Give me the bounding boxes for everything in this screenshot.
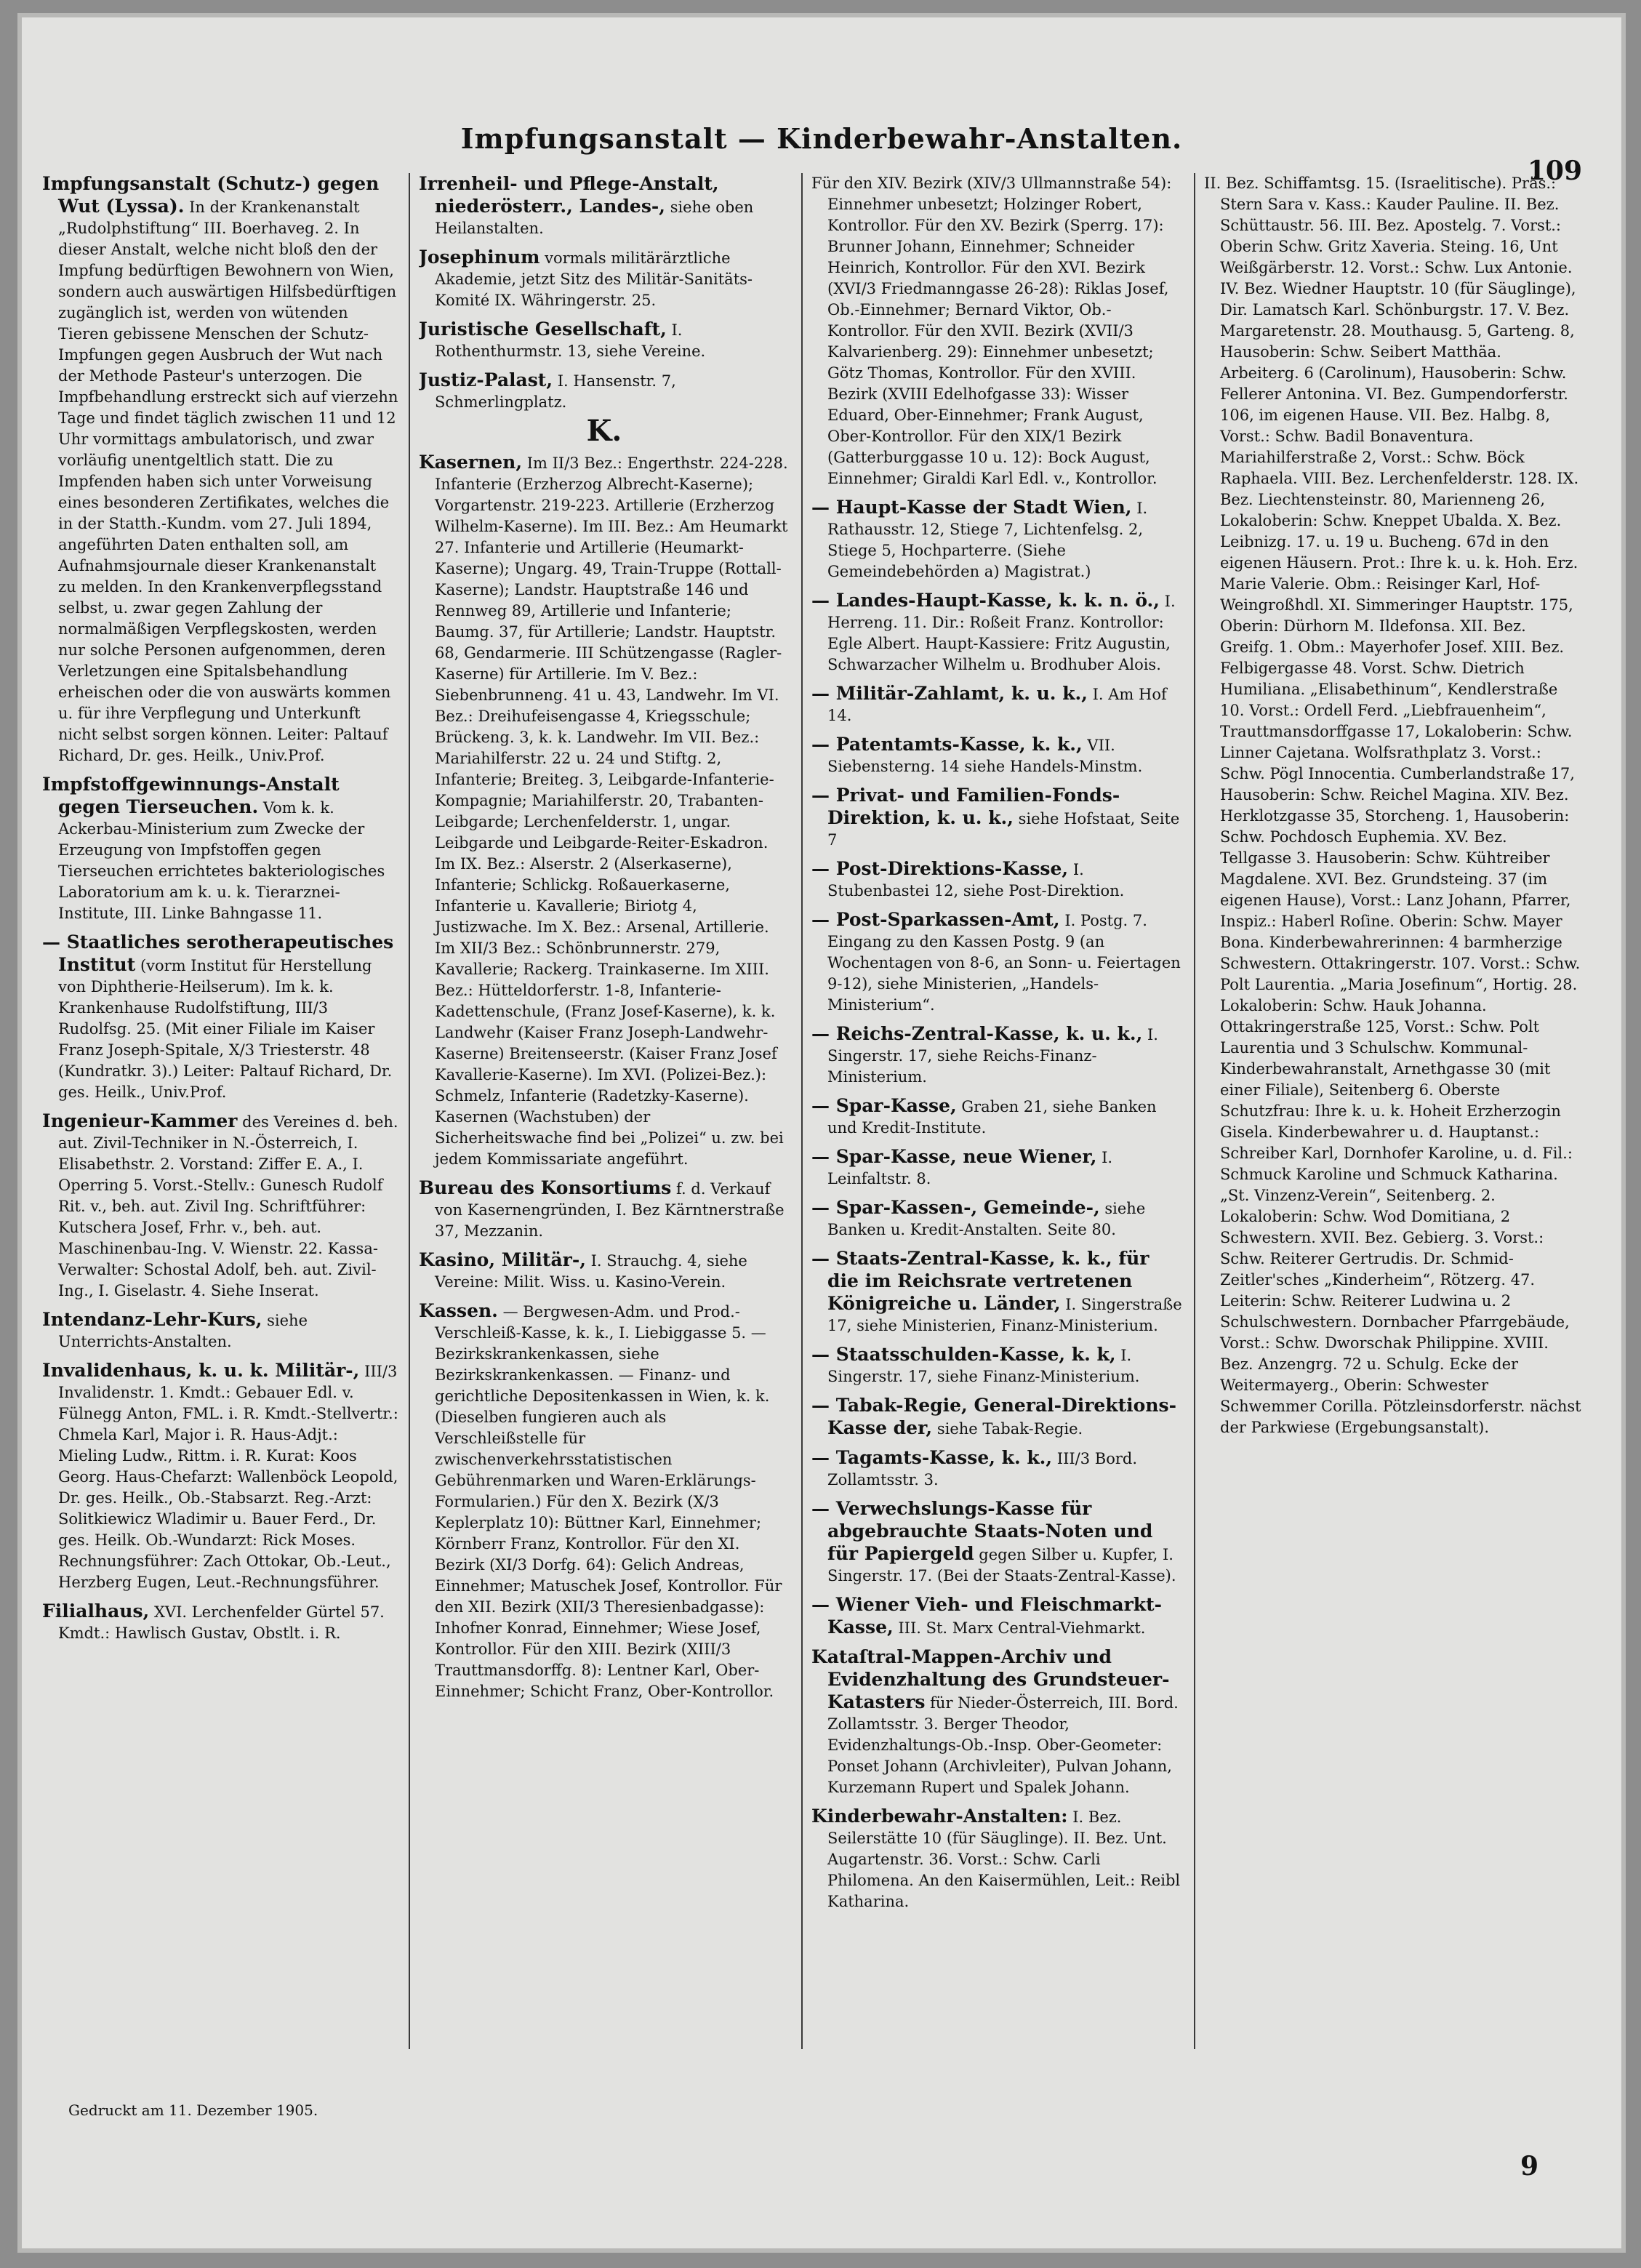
entry-heading: — Militär-Zahlamt, k. u. k., — [811, 683, 1088, 704]
entry-heading: — Tagamts-Kasse, k. k., — [811, 1447, 1053, 1468]
entry-heading: Intendanz-Lehr-Kurs, — [42, 1309, 262, 1330]
column-rule — [801, 173, 803, 2049]
directory-entry — [811, 1395, 1182, 1440]
entry-body: I. Singerstr. 17, siehe Reichs-Finanz-Ministerium. — [827, 1026, 1158, 1086]
entry-heading: Impfstoffgewinnungs-Anstalt gegen Tierseuchen. — [42, 774, 340, 817]
directory-entry — [811, 734, 1182, 777]
directory-entry — [1204, 173, 1582, 1438]
entry-heading: Bureau des Konsortiums — [419, 1177, 672, 1198]
directory-entry — [419, 1300, 790, 1702]
entry-heading: Kasernen, — [419, 452, 523, 473]
entry-body: I. Herreng. 11. Dir.: Roßeit Franz. Kontrollor: Egle Albert. Haupt-Kassiere: Fritz Augustin, Schwarzacher Wilhelm u. Brodhuber Alois. — [827, 593, 1176, 673]
entry-heading: — Patentamts-Kasse, k. k., — [811, 734, 1083, 755]
entry-heading: Kasino, Militär-, — [419, 1249, 586, 1270]
entry-heading: — Post-Sparkassen-Amt, — [811, 909, 1060, 930]
entry-heading: Kataſtral-Mappen-Archiv und Evidenzhaltung des Grundsteuer-Katasters — [811, 1646, 1170, 1712]
entry-heading: — Landes-Haupt-Kasse, k. k. n. ö., — [811, 590, 1160, 611]
entry-body: (vorm Institut für Herstellung von Diphtherie-Heilserum). Im k. k. Krankenhause Rudolfstiftung, III/3 Rudolfsg. 25. (Mit einer Filiale im Kaiser Franz Joseph-Spitale, X/3 Triesterstr. 48 (Kundratkr. 3).) Leiter: Paltauf Richard, Dr. ges. Heilk., Univ.Prof. — [58, 957, 393, 1101]
entry-body: I. Hansenstr. 7, Schmerlingplatz. — [435, 372, 676, 411]
directory-entry — [811, 1146, 1182, 1190]
entry-body: Im II/3 Bez.: Engerthstr. 224-228. Infanterie (Erzherzog Albrecht-Kaserne); Vorgartenstr. 219-223. Artillerie (Erzherzog Wilhelm-Kaserne). Im III. Bez.: Am Heumarkt 27. Infanterie und Artillerie (Heumarkt-Kaserne); Ungarg. 49, Train-Truppe (Rottall-Kaserne); Landstr. Hauptstraße 146 und Rennweg 89, Artillerie und Infanterie; Baumg. 37, für Artillerie; Landstr. Hauptstr. 68, Gendarmerie. III Schützengasse (Ragler-Kaserne) für Artillerie. Im V. Bez.: Siebenbrunneng. 41 u. 43, Landwehr. Im VI. Bez.: Dreihufeisengasse 4, Kriegsschule; Brückeng. 3, k. k. Landwehr. Im VII. Bez.: Mariahilferstr. 22 u. 24 und Stiftg. 2, Infanterie; Breiteg. 3, Leibgarde-Infanterie-Kompagnie; Mariahilferstr. 20, Trabanten-Leibgarde; Lerchenfelderstr. 1, ungar. Leibgarde und Leibgarde-Reiter-Eskadron. Im IX. Bez.: Alserstr. 2 (Alserkaserne), Infanterie; Schlickg. Roßauerkaserne, Infanterie u. Kavallerie; Biriotg 4, Justizwache. Im X. Bez.: Arsenal, Artillerie. Im XII/3 Bez.: Schönbrunnerstr. 279, Kavallerie; Rackerg. Trainkaserne. Im XIII. Bez.: Hütteldorferstr. 1-8, Infanterie-Kadettenschule, (Franz Josef-Kaserne), k. k. Landwehr (Kaiser Franz Joseph-Landwehr-Kaserne) Breitenseerstr. (Kaiser Franz Josef Kavallerie-Kaserne). Im XVI. (Polizei-Bez.): Schmelz, Infanterie (Radetzky-Kaserne). Kasernen (Wachstuben) der Sicherheitswache find bei „Polizei“ u. zw. bei jedem Kommissariate angeführt. — [435, 454, 788, 1168]
directory-entry — [811, 497, 1182, 582]
directory-entry — [811, 683, 1182, 726]
entry-body: I. Stubenbastei 12, siehe Post-Direktion. — [827, 861, 1125, 899]
entry-body: I. Bez. Seilerstätte 10 (für Säuglinge). II. Bez. Unt. Augartenstr. 36. Vorst.: Schw. Carli Philomena. An den Kaisermühlen, Leit.: Reibl Katharina. — [827, 1808, 1181, 1910]
entry-body: für Nieder-Österreich, III. Bord. Zollamtsstr. 3. Berger Theodor, Evidenzhaltungs-Ob.-Insp. Ober-Geometer: Ponset Johann (Archivleiter), Pulvan Johann, Kurzemann Rupert und Spalek Johann. — [827, 1694, 1179, 1796]
entry-body: I. Leinfaltstr. 8. — [827, 1149, 1113, 1187]
column-3 — [811, 173, 1182, 2064]
directory-entry — [42, 1110, 398, 1302]
directory-entry — [419, 369, 790, 413]
entry-heading: — Tabak-Regie, General-Direktions-Kasse der, — [811, 1395, 1176, 1438]
entry-body: I. Singerstr. 17, siehe Finanz-Ministerium. — [827, 1347, 1140, 1385]
directory-entry — [811, 1498, 1182, 1587]
entry-heading: — Verwechslungs-Kasse für abgebrauchte Staats-Noten und für Papiergeld — [811, 1498, 1153, 1564]
entry-heading: — Staats-Zentral-Kasse, k. k., für die im Reichsrate vertretenen Königreiche u. Länder, — [811, 1248, 1149, 1314]
page-number: 109 — [1527, 156, 1582, 186]
entry-heading: — Spar-Kassen-, Gemeinde-, — [811, 1197, 1100, 1218]
entry-heading: Ingenieur-Kammer — [42, 1110, 238, 1131]
entry-body: VII. Siebensterng. 14 siehe Handels-Minstm. — [827, 737, 1143, 775]
entry-body: III/3 Invalidenstr. 1. Kmdt.: Gebauer Edl. v. Fülnegg Anton, FML. i. R. Kmdt.-Stellvertr.: Chmela Karl, Major i. R. Haus-Adjt.: Mieling Ludw., Rittm. i. R. Kurat: Koos Georg. Haus-Chefarzt: Wallenböck Leopold, Dr. ges. Heilk., Ob.-Stabsarzt. Reg.-Arzt: Solitkiewicz Wladimir u. Bauer Ferd., Dr. ges. Heilk. Ob.-Wundarzt: Rick Moses. Rechnungsführer: Zach Ottokar, Ob.-Leut., Herzberg Eugen, Leut.-Rechnungsführer. — [58, 1363, 398, 1591]
directory-entry — [42, 774, 398, 924]
entry-body: I. Am Hof 14. — [827, 686, 1167, 724]
directory-entry — [811, 858, 1182, 902]
entry-heading: Juristische Gesellschaft, — [419, 318, 667, 340]
directory-entry — [811, 1447, 1182, 1491]
entry-heading: Invalidenhaus, k. u. k. Militär-, — [42, 1360, 360, 1381]
entry-body: f. d. Verkauf von Kasernengründen, I. Bez Kärntnerstraße 37, Mezzanin. — [435, 1180, 785, 1240]
directory-entry — [811, 909, 1182, 1016]
entry-body: I. Postg. 7. Eingang zu den Kassen Postg. 9 (an Wochentagen von 8-6, an Sonn- u. Feiertagen 9-12), siehe Ministerien, „Handels-Ministerium“. — [827, 912, 1181, 1014]
entry-heading: Kinderbewahr-Anstalten: — [811, 1806, 1068, 1827]
column-1 — [42, 173, 398, 2064]
directory-entry — [811, 1646, 1182, 1798]
directory-entry — [811, 1248, 1182, 1337]
entry-body: des Vereines d. beh. aut. Zivil-Techniker in N.-Österreich, I. Elisabethstr. 2. Vorstand: Ziffer E. A., I. Operring 5. Vorst.-Stellv.: Gunesch Rudolf Rit. v., beh. aut. Zivil Ing. Schriftführer: Kutschera Josef, Frhr. v., beh. aut. Maschinenbau-Ing. V. Wienstr. 22. Kassa-Verwalter: Schostal Adolf, beh. aut. Zivil-Ing., I. Giselastr. 4. Siehe Inserat. — [58, 1113, 398, 1299]
section-letter: K. — [586, 414, 622, 448]
directory-entry — [419, 318, 790, 362]
entry-body: II. Bez. Schiffamtsg. 15. (Israelitische). Präs.: Stern Sara v. Kass.: Kauder Pauline. II. Bez. Schüttaustr. 56. III. Bez. Apostelg. 7. Vorst.: Oberin Schw. Gritz Xaveria. Steing. 16, Unt Weißgärberstr. 12. Vorst.: Schw. Lux Antonie. IV. Bez. Wiedner Hauptstr. 10 (für Säuglinge), Dir. Lamatsch Karl. Schönburgstr. 17. V. Bez. Margaretenstr. 28. Mouthausg. 5, Garteng. 8, Hausoberin: Schw. Seibert Matthäa. Arbeiterg. 6 (Carolinum), Hausoberin: Schw. Fellerer Antonina. VI. Bez. Gumpendorferstr. 106, im eigenen Hause. VII. Bez. Halbg. 8, Vorst.: Schw. Badil Bonaventura. Mariahilferstraße 2, Vorst.: Schw. Böck Raphaela. VIII. Bez. Lerchenfelderstr. 128. IX. Bez. Liechtensteinstr. 80, Marienneng 26, Lokaloberin: Schw. Kneppet Ubalda. X. Bez. Leibnizg. 17. u. 19 u. Bucheng. 67d in den eigenen Häusern. Prot.: Ihre k. u. k. Hoh. Erz. Marie Valerie. Obm.: Reisinger Karl, Hof-Weingroßhdl. XI. Simmeringer Hauptstr. 175, Oberin: Dürhorn M. Ildefonsa. XII. Bez. Greifg. 1. Obm.: Mayerhofer Josef. XIII. Bez. Felbigergasse 48. Vorst. Schw. Dietrich Humiliana. „Elisabethinum“, Kendlerstraße 10. Vorst.: Ordell Ferd. „Liebfrauenheim“, Trauttmansdorffgasse 17, Lokaloberin: Schw. Linner Cajetana. Wolfsrathplatz 3. Vorst.: Schw. Pögl Innocentia. Cumberlandstraße 17, Hausoberin: Schw. Reichel Magina. XIV. Bez. Herklotzgasse 35, Storcheng. 1, Hausoberin: Schw. Pochdosch Euphemia. XV. Bez. Tellgasse 3. Hausoberin: Schw. Kühtreiber Magdalene. XVI. Bez. Grundsteing. 37 (im eigenen Hause), Vorst.: Lanz Johann, Pfarrer, Inspiz.: Haberl Roſine. Oberin: Schw. Mayer Bona. Kinderbewahrerinnen: 4 barmherzige Schwestern. Ottakringerstr. 107. Vorst.: Schw. Polt Laurentia. „Maria Josefinum“, Hortig. 28. Lokaloberin: Schw. Hauk Johanna. Ottakringerstraße 125, Vorst.: Schw. Polt Laurentia und 3 Schulschw. Kommunal-Kinderbewahranstalt, Arnethgasse 30 (mit einer Filiale), Seitenberg 6. Oberste Schutzfrau: Ihre k. u. k. Hoheit Erzherzogin Gisela. Kinderbewahrer u. d. Hauptanst.: Schreiber Karl, Dornhofer Karoline, u. d. Fil.: Schmuck Karoline und Schmuck Katharina. „St. Vinzenz-Verein“, Seitenberg. 2. Lokaloberin: Schw. Wod Domitiana, 2 Schwestern. XVII. Bez. Gebierg. 3. Vorst.: Schw. Reiterer Gertrudis. Dr. Schmid-Zeitler'sches „Kinderheim“, Rötzerg. 47. Leiterin: Schw. Reiterer Ludwina u. 2 Schulschwestern. Dornbacher Pfarrgebäude, Vorst.: Schw. Dworschak Philippine. XVIII. Bez. Anzengrg. 72 u. Schulg. Ecke der Weitermayerg., Oberin: Schwester Schwemmer Corilla. Pötzleinsdorferstr. nächst der Parkwiese (Ergebungsanstalt). — [1204, 175, 1581, 1436]
entry-heading: Kassen. — [419, 1300, 498, 1321]
directory-entry — [419, 247, 790, 311]
entry-heading: — Privat- und Familien-Fonds-Direktion, k. u. k., — [811, 785, 1120, 828]
entry-body: XVI. Lerchenfelder Gürtel 57. Kmdt.: Hawlisch Gustav, Obstlt. i. R. — [58, 1603, 385, 1642]
entry-heading: — Staatsschulden-Kasse, k. k, — [811, 1344, 1116, 1365]
directory-entry — [42, 1360, 398, 1593]
entry-heading: — Reichs-Zentral-Kasse, k. u. k., — [811, 1023, 1143, 1044]
entry-heading: Impfungsanstalt (Schutz-) gegen Wut (Lyssa). — [42, 173, 380, 217]
entry-heading: Justiz-Palast, — [419, 369, 553, 390]
directory-page — [17, 13, 1626, 2253]
entry-heading: — Post-Direktions-Kasse, — [811, 858, 1069, 879]
column-rule — [409, 173, 410, 2049]
directory-entry — [42, 1600, 398, 1644]
directory-entry — [811, 1095, 1182, 1139]
column-rule — [1194, 173, 1195, 2049]
entry-body: siehe Hofstaat, Seite 7 — [827, 810, 1180, 849]
entry-heading: Josephinum — [419, 247, 540, 268]
entry-body: vormals militärärztliche Akademie, jetzt Sitz des Militär-Sanitäts-Komité IX. Währingerstr. 25. — [435, 249, 753, 309]
entry-body: Graben 21, siehe Banken und Kredit-Institute. — [827, 1098, 1157, 1137]
directory-entry — [811, 590, 1182, 676]
entry-body: siehe Unterrichts-Anstalten. — [58, 1312, 308, 1350]
entry-body: I. Rathausstr. 12, Stiege 7, Lichtenfelsg. 2, Stiege 5, Hochparterre. (Siehe Gemeindebehörden a) Magistrat.) — [827, 500, 1148, 580]
directory-entry — [811, 785, 1182, 851]
entry-heading: — Staatliches serotherapeutisches Institut — [42, 931, 394, 975]
entry-body: III/3 Bord. Zollamtsstr. 3. — [827, 1450, 1138, 1488]
directory-entry — [419, 173, 790, 239]
column-4 — [1204, 173, 1582, 2064]
directory-entry — [811, 173, 1182, 489]
directory-entry — [811, 1197, 1182, 1241]
entry-heading: Irrenheil- und Pflege-Anstalt, niederösterr., Landes-, — [419, 173, 719, 217]
directory-entry — [42, 1309, 398, 1353]
entry-body: In der Krankenanstalt „Rudolphstiftung“ III. Boerhaveg. 2. In dieser Anstalt, welche nicht bloß den der Impfung bedürftigen Bewohnern von Wien, sondern auch auswärtigen Hilfsbedürftigen zugänglich ist, werden von wütenden Tieren gebissene Menschen der Schutz-Impfungen gegen Ausbruch der Wut nach der Methode Pasteur's unterzogen. Die Impfbehandlung erstreckt sich auf vierzehn Tage und findet täglich zwischen 11 und 12 Uhr vormittags ambulatorisch, und zwar vorläufig unentgeltlich statt. Die zu Impfenden haben sich unter Vorweisung eines besonderen Zertifikates, welches die in der Statth.-Kundm. vom 27. Juli 1894, angeführten Daten enthalten soll, am Aufnahmsjournale dieser Krankenanstalt zu melden. In den Krankenverpflegsstand selbst, u. zwar gegen Zahlung der normalmäßigen Verpflegskosten, werden nur solche Personen aufgenommen, deren Verletzungen eine Spitalsbehandlung erheischen oder die von auswärts kommen u. für ihre Verpflegung und Unterkunft nicht selbst sorgen können. Leiter: Paltauf Richard, Dr. ges. Heilk., Univ.Prof. — [58, 199, 398, 764]
entry-body: III. St. Marx Central-Viehmarkt. — [898, 1619, 1146, 1637]
entry-body: siehe Banken u. Kredit-Anstalten. Seite 80. — [827, 1200, 1146, 1238]
directory-entry — [419, 1177, 790, 1242]
entry-body: siehe Tabak-Regie. — [936, 1420, 1083, 1438]
entry-body: I. Rothenthurmstr. 13, siehe Vereine. — [435, 321, 706, 360]
entry-heading: — Haupt-Kasse der Stadt Wien, — [811, 497, 1132, 518]
entry-body: Vom k. k. Ackerbau-Ministerium zum Zwecke der Erzeugung von Impfstoffen gegen Tierseuchen errichtetes bakteriologisches Laboratorium am k. u. k. Tierarznei-Institute, III. Linke Bahngasse 11. — [58, 799, 385, 922]
entry-body: I. Strauchg. 4, siehe Vereine: Milit. Wiss. u. Kasino-Verein. — [435, 1252, 747, 1291]
directory-entry — [811, 1806, 1182, 1912]
running-head: Impfungsanstalt — Kinderbewahr-Anstalten. — [460, 122, 1183, 155]
entry-heading: — Spar-Kasse, neue Wiener, — [811, 1146, 1097, 1167]
entry-heading: — Spar-Kasse, — [811, 1095, 957, 1116]
entry-heading: — Wiener Vieh- und Fleischmarkt-Kasse, — [811, 1594, 1163, 1638]
entry-body: I. Singerstraße 17, siehe Ministerien, Finanz-Ministerium. — [827, 1296, 1182, 1334]
entry-heading: Filialhaus, — [42, 1600, 150, 1622]
directory-entry — [42, 173, 398, 766]
entry-body: siehe oben Heilanstalten. — [435, 199, 754, 237]
directory-entry — [811, 1344, 1182, 1387]
column-2 — [419, 173, 790, 2064]
entry-body: gegen Silber u. Kupfer, I. Singerstr. 17. (Bei der Staats-Zentral-Kasse). — [827, 1546, 1176, 1584]
print-date-note: Gedruckt am 11. Dezember 1905. — [68, 2101, 318, 2119]
directory-entry — [419, 1249, 790, 1293]
directory-entry — [811, 1023, 1182, 1088]
directory-entry — [42, 931, 398, 1103]
directory-entry — [811, 1594, 1182, 1639]
entry-body: Für den XIV. Bezirk (XIV/3 Ullmannstraße 54): Einnehmer unbesetzt; Holzinger Robert, Kontrollor. Für den XV. Bezirk (Sperrg. 17): Brunner Johann, Einnehmer; Schneider Heinrich, Kontrollor. Für den XVI. Bezirk (XVI/3 Friedmanngasse 26-28): Riklas Josef, Ob.-Einnehmer; Bernard Viktor, Ob.-Kontrollor. Für den XVII. Bezirk (XVII/3 Kalvarienberg. 29): Einnehmer unbesetzt; Götz Thomas, Kontrollor. Für den XVIII. Bezirk (XVIII Edelhofgasse 33): Wisser Eduard, Ober-Einnehmer; Frank August, Ober-Kontrollor. Für den XIX/1 Bezirk (Gatterburggasse 10 u. 12): Bock August, Einnehmer; Giraldi Karl Edl. v., Kontrollor. — [811, 175, 1172, 487]
directory-entry — [419, 452, 790, 1170]
entry-body: — Bergwesen-Adm. und Prod.-Verschleiß-Kasse, k. k., I. Liebiggasse 5. — Bezirkskrankenkassen, siehe Bezirkskrankenkassen. — Finanz- und gerichtliche Depositenkassen in Wien, k. k. (Dieselben fungieren auch als Verschleißstelle für zwischenverkehrsstatistischen Gebührenmarken und Waren-Erklärungs-Formularien.) Für den X. Bezirk (X/3 Keplerplatz 10): Büttner Karl, Einnehmer; Körnberr Franz, Kontrollor. Für den XI. Bezirk (XI/3 Dorfg. 64): Gelich Andreas, Einnehmer; Matuschek Josef, Kontrollor. Für den XII. Bezirk (XII/3 Theresienbadgasse): Inhofner Konrad, Einnehmer; Wiese Josef, Kontrollor. Für den XIII. Bezirk (XIII/3 Trauttmansdorffg. 8): Lentner Karl, Ober-Einnehmer; Schicht Franz, Ober-Kontrollor. — [435, 1303, 782, 1700]
signature-mark: 9 — [1520, 2151, 1538, 2181]
